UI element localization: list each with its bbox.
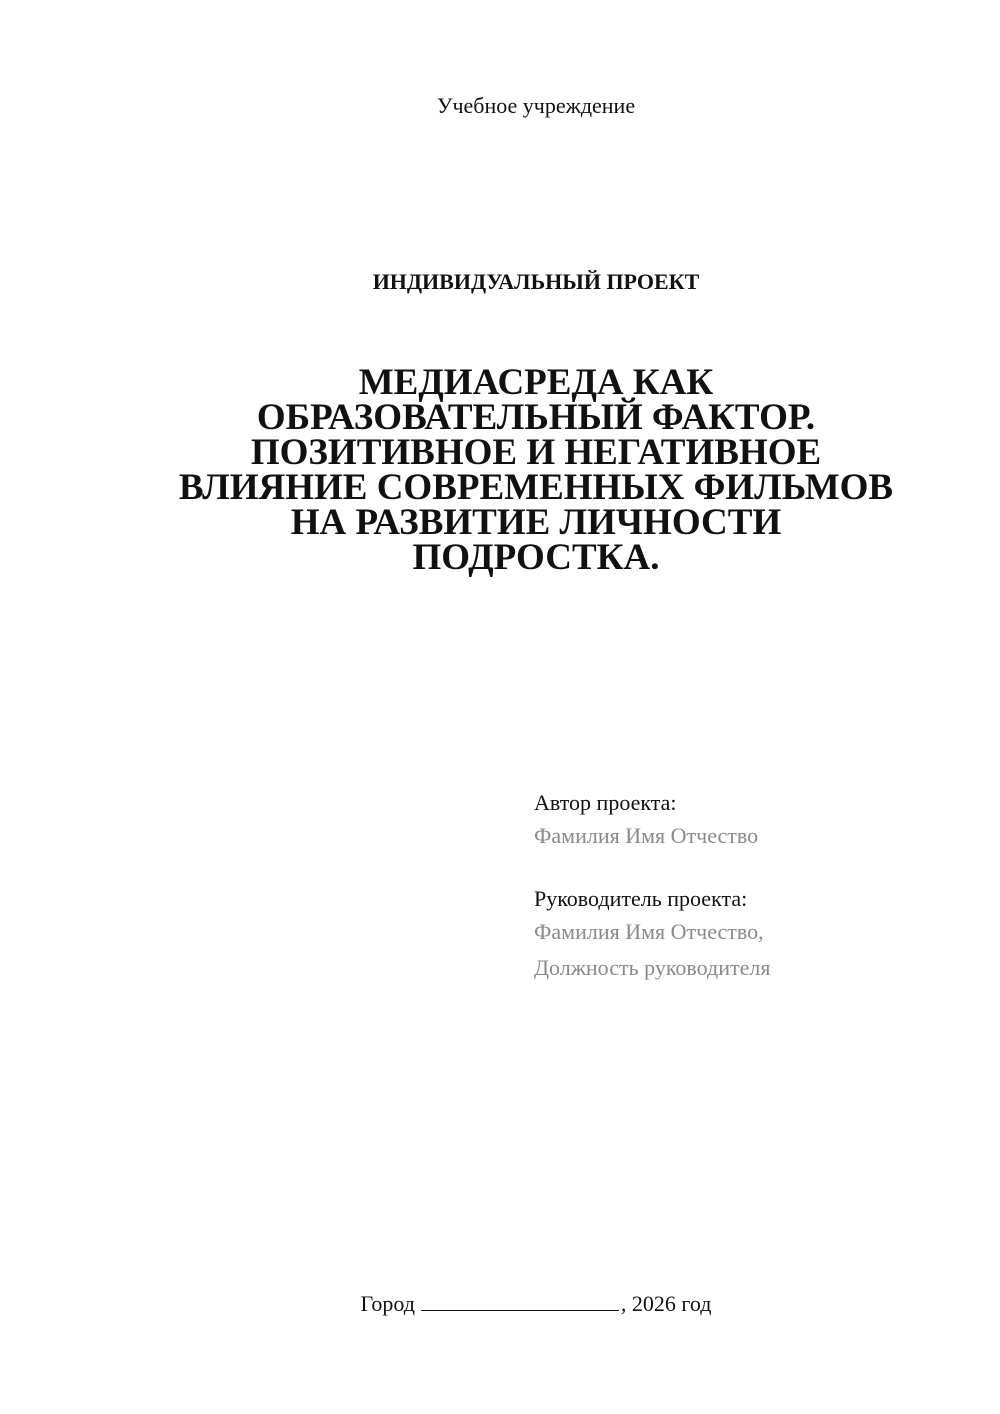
year-text: , 2026 год [620,1291,712,1316]
city-year-line [0,1290,1000,1318]
title-line: ПОДРОСТКА. [412,537,660,578]
title-line: ПОЗИТИВНОЕ И НЕГАТИВНОЕ [250,432,822,473]
project-type-heading: ИНДИВИДУАЛЬНЫЙ ПРОЕКТ [372,269,700,294]
credits-block [534,788,974,1016]
title-line: МЕДИАСРЕДА КАК [358,362,714,403]
supervisor-position: Должность руководителя [534,955,771,980]
supervisor-name: Фамилия Имя Отчество, [534,919,764,944]
city-label: Город [360,1291,415,1316]
project-title [130,362,942,578]
author-label: Автор проекта: [534,790,677,815]
author-block [534,788,974,854]
supervisor-label: Руководитель проекта: [534,886,748,911]
supervisor-block [534,884,974,986]
title-line: НА РАЗВИТИЕ ЛИЧНОСТИ [290,502,782,543]
institution-name: Учебное учреждение [436,93,636,118]
title-line: ВЛИЯНИЕ СОВРЕМЕННЫХ ФИЛЬМОВ [178,467,894,508]
city-blank-line [421,1290,619,1311]
author-name: Фамилия Имя Отчество [534,823,759,848]
title-line: ОБРАЗОВАТЕЛЬНЫЙ ФАКТОР. [256,397,816,438]
